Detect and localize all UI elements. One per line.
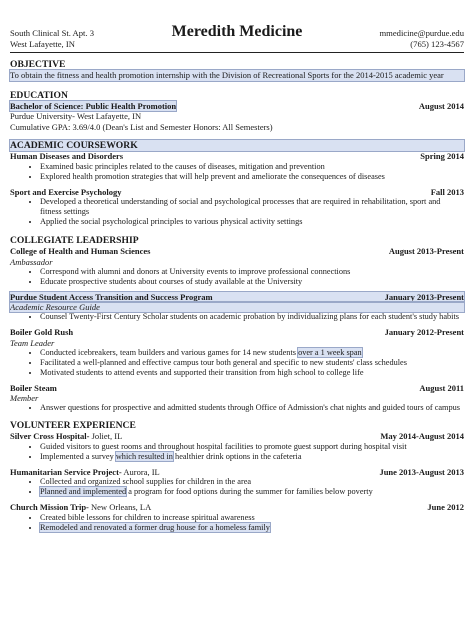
gpa: Cumulative GPA: 3.69/4.0 (Dean's List and Semester Honors: All Semesters) — [10, 121, 273, 132]
role: Member — [10, 393, 39, 403]
school: Purdue University- West Lafayette, IN — [10, 111, 142, 121]
org-location: New Orleans, LA — [88, 502, 152, 512]
course-name: Human Diseases and Disorders — [10, 151, 124, 161]
course-date: Spring 2014 — [420, 151, 464, 161]
bullet-text: healthier drink options in the cafeteria — [172, 451, 302, 461]
header-divider — [10, 52, 464, 53]
org-name: Purdue Student Access Transition and Success Program — [10, 291, 213, 302]
org-row — [10, 246, 464, 257]
list-item: • Collected and organized school supplies for children in the area — [40, 477, 464, 487]
list-item — [40, 487, 464, 497]
degree: Bachelor of Science: Public Health Promotion — [10, 100, 177, 111]
highlighted-text: Planned and implemented — [40, 487, 127, 496]
address-line-2: West Lafayette, IN — [10, 39, 75, 49]
org-row — [10, 431, 464, 442]
contact-block — [379, 28, 464, 50]
course-bullets — [10, 197, 464, 227]
org-bullets — [10, 312, 464, 322]
course-row — [10, 187, 464, 198]
course-bullets — [10, 162, 464, 182]
degree-date: August 2014 — [418, 100, 464, 111]
role: Ambassador — [10, 256, 53, 267]
degree-row — [10, 101, 464, 112]
applicant-name: Meredith Medicine — [171, 23, 303, 40]
objective-title: OBJECTIVE — [10, 59, 66, 70]
email: mmedicine@purdue.edu — [379, 28, 464, 38]
org-row — [10, 327, 464, 338]
highlighted-text: Remodeled and renovated a former drug house for a homeless family — [40, 522, 270, 532]
list-item: • Examined basic principles related to the causes of diseases, mitigation and prevention — [40, 162, 464, 172]
role: Academic Resource Guide — [10, 302, 464, 312]
list-item: • Motivated students to attend events and supported their transition from high school to college life — [40, 368, 464, 378]
list-item: • Counsel Twenty-First Century Scholar students on academic probation by individualizing plans for each student's study habits — [40, 312, 464, 322]
coursework-title: ACADEMIC COURSEWORK — [10, 140, 464, 151]
list-item: • Answer questions for prospective and admitted students through Office of Admission's chat nights and guided tours of campus — [40, 403, 464, 413]
bullet-text: a program for food options during the summer for families below poverty — [126, 487, 373, 496]
address-line-1: South Clinical St. Apt. 3 — [10, 28, 95, 38]
org-bullets — [10, 267, 464, 287]
org-date: June 2013-August 2013 — [379, 466, 464, 477]
role: Team Leader — [10, 337, 55, 348]
bullet-text: Conducted icebreakers, team builders and various games for 14 new students — [40, 347, 299, 357]
list-item: • Educate prospective students about courses of study available at the University — [40, 277, 464, 287]
phone: (765) 123-4567 — [410, 39, 464, 49]
org-row — [10, 502, 464, 513]
list-item: • Correspond with alumni and donors at University events to improve professional connections — [40, 267, 464, 277]
list-item: • Created bible lessons for children to increase spiritual awareness — [40, 513, 464, 523]
org-date: August 2013-Present — [388, 246, 464, 256]
highlighted-text: over a 1 week span — [298, 347, 362, 357]
org-bullets — [10, 477, 464, 497]
org-row — [10, 467, 464, 478]
org-bullets — [10, 403, 464, 413]
course-row — [10, 151, 464, 162]
course-name: Sport and Exercise Psychology — [10, 186, 122, 197]
org-row — [10, 292, 464, 303]
org-date: January 2013-Present — [384, 291, 464, 302]
org-date: August 2011 — [419, 382, 464, 393]
org-date: January 2012-Present — [384, 327, 464, 337]
org-date: June 2012 — [427, 502, 464, 512]
list-item: • Explored health promotion strategies that will help prevent and ameliorate the consequences of diseases — [40, 172, 464, 182]
objective-section — [10, 59, 464, 81]
leadership-title: COLLEGIATE LEADERSHIP — [10, 235, 139, 246]
list-item — [40, 348, 464, 358]
education-title: EDUCATION — [10, 89, 68, 101]
resume-header — [10, 0, 464, 52]
org-bullets — [10, 442, 464, 462]
org-row — [10, 383, 464, 394]
org-bullets — [10, 513, 464, 533]
list-item: • Facilitated a well-planned and effective campus tour both general and specific to new students' class schedules — [40, 358, 464, 368]
org-name: Humanitarian Service Project- — [10, 466, 122, 477]
list-item: • Applied the social psychological principles to various physical activity settings — [40, 217, 464, 227]
course-date: Fall 2013 — [430, 186, 464, 197]
volunteer-section — [10, 420, 464, 533]
org-bullets — [10, 348, 464, 378]
list-item: • Developed a theoretical understanding of social and psychological processes that are required in rehabilitation, sport and fitness settings — [40, 197, 464, 217]
org-name: College of Health and Human Sciences — [10, 246, 151, 256]
org-location: Joliet, IL — [89, 431, 123, 441]
volunteer-title: VOLUNTEER EXPERIENCE — [10, 420, 136, 431]
org-name: Boiler Gold Rush — [10, 327, 74, 337]
education-section — [10, 90, 464, 133]
org-name: Church Mission Trip- — [10, 502, 89, 512]
coursework-section — [10, 140, 464, 227]
list-item: • Guided visitors to guest rooms and throughout hospital facilities to promote guest support during hospital visit — [40, 442, 464, 452]
objective-text: To obtain the fitness and health promotion internship with the Division of Recreational Sports for the 2014-2015 academic year — [10, 70, 464, 81]
highlighted-text: which resulted in — [115, 451, 173, 461]
leadership-section — [10, 235, 464, 413]
org-name: Boiler Steam — [10, 382, 57, 393]
bullet-text: Implemented a survey — [40, 451, 116, 461]
list-item — [40, 452, 464, 462]
org-location: Aurora, IL — [121, 466, 160, 477]
org-date: May 2014-August 2014 — [380, 431, 464, 441]
org-name: Silver Cross Hospital- — [10, 431, 90, 441]
list-item — [40, 523, 464, 533]
